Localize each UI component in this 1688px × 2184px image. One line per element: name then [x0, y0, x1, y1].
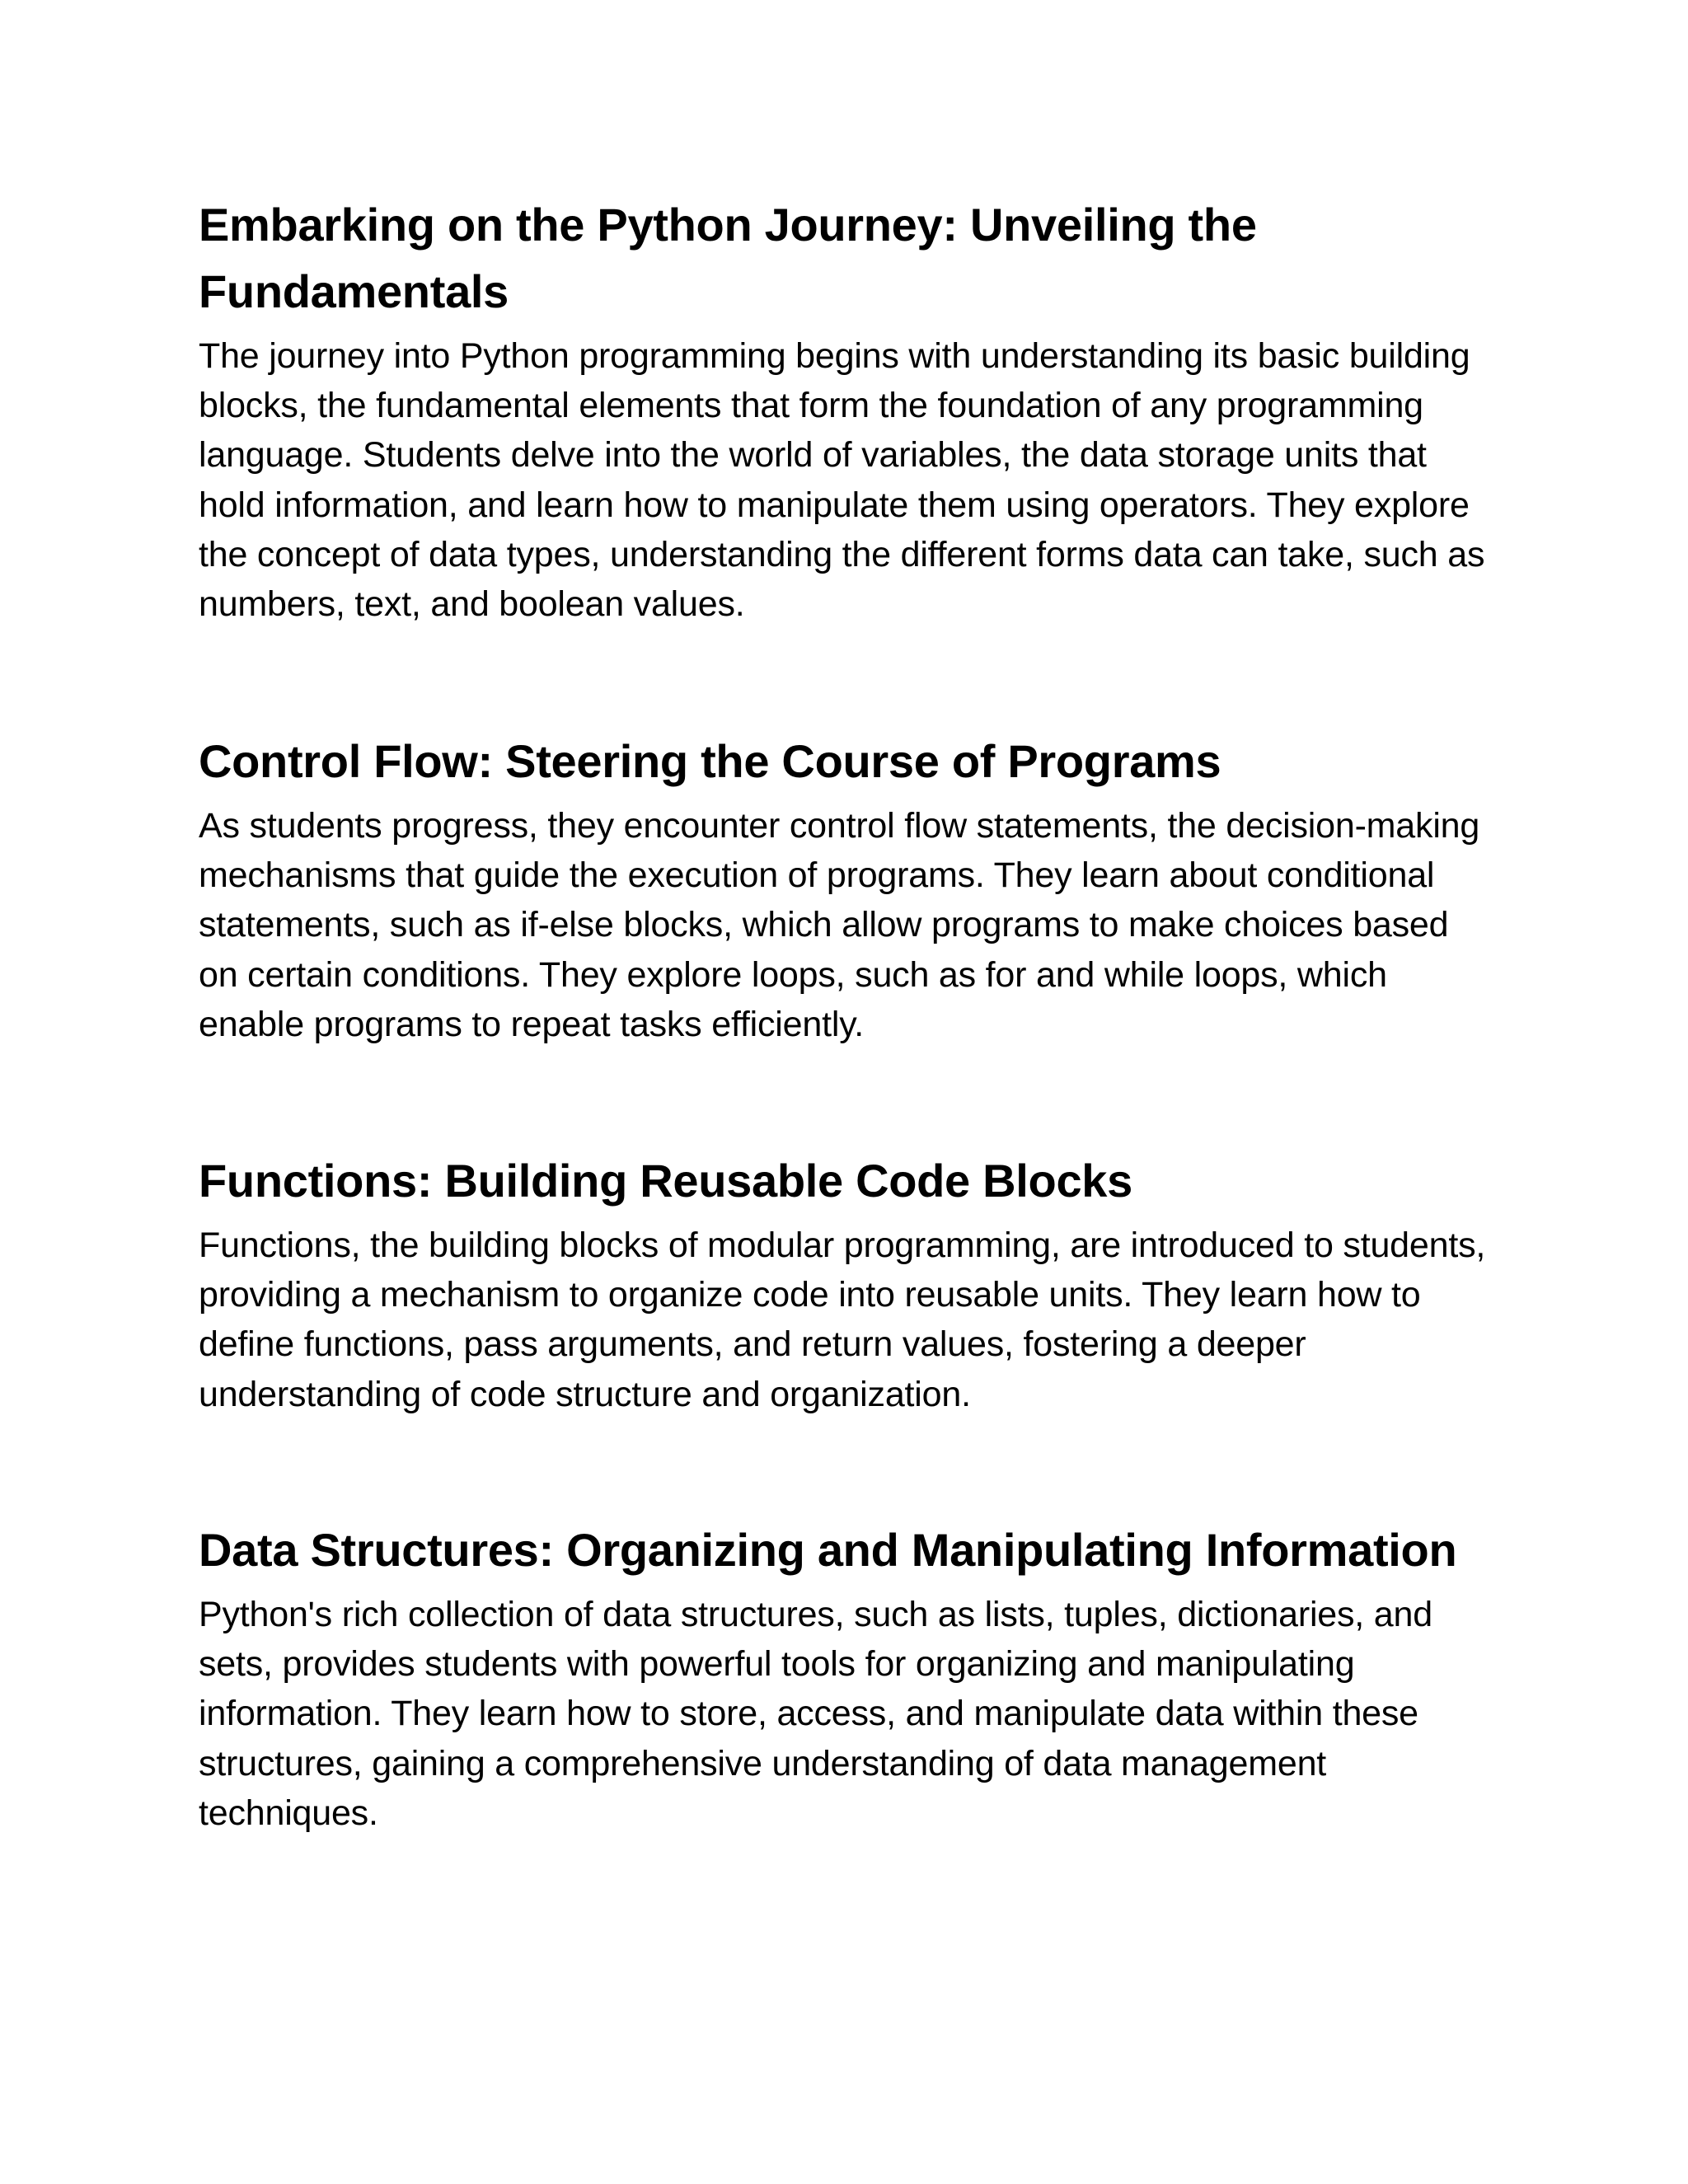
section-data-structures: [199, 1516, 1493, 1846]
section-paragraph: Python's rich collection of data structures, such as lists, tuples, dictionaries, and sets, provides students with powerful tools for organizing and manipulating information. They learn how to store, access, and manipulate data within these structures, gaining a comprehensive understanding of data management techniques.: [199, 1595, 1432, 1833]
section-paragraph: As students progress, they encounter control flow statements, the decision-making mechanisms that guide the execution of programs. They learn about conditional statements, such as if-else blocks, which allow programs to make choices based on certain conditions. They explore loops, such as for and while loops, which enable programs to repeat tasks efficiently.: [199, 806, 1480, 1044]
section-heading: Functions: Building Reusable Code Blocks: [199, 1155, 1132, 1207]
section-heading: Embarking on the Python Journey: Unveiling the Fundamentals: [199, 199, 1257, 317]
document-page: [199, 191, 1493, 1846]
section-control-flow: [199, 728, 1493, 1147]
section-heading: Control Flow: Steering the Course of Programs: [199, 735, 1221, 787]
section-heading: Data Structures: Organizing and Manipulating Information: [199, 1524, 1457, 1576]
section-python-fundamentals: [199, 191, 1493, 728]
section-paragraph: The journey into Python programming begins with understanding its basic building blocks, the fundamental elements that form the foundation of any programming language. Students delve into the world of variables, the data storage units that hold information, and learn how to manipulate them using operators. They explore the concept of data types, understanding the different forms data can take, such as numbers, text, and boolean values.: [199, 336, 1485, 625]
section-functions: [199, 1147, 1493, 1516]
section-paragraph: Functions, the building blocks of modular programming, are introduced to students, providing a mechanism to organize code into reusable units. They learn how to define functions, pass arguments, and return values, fostering a deeper understanding of code structure and organization.: [199, 1226, 1486, 1414]
